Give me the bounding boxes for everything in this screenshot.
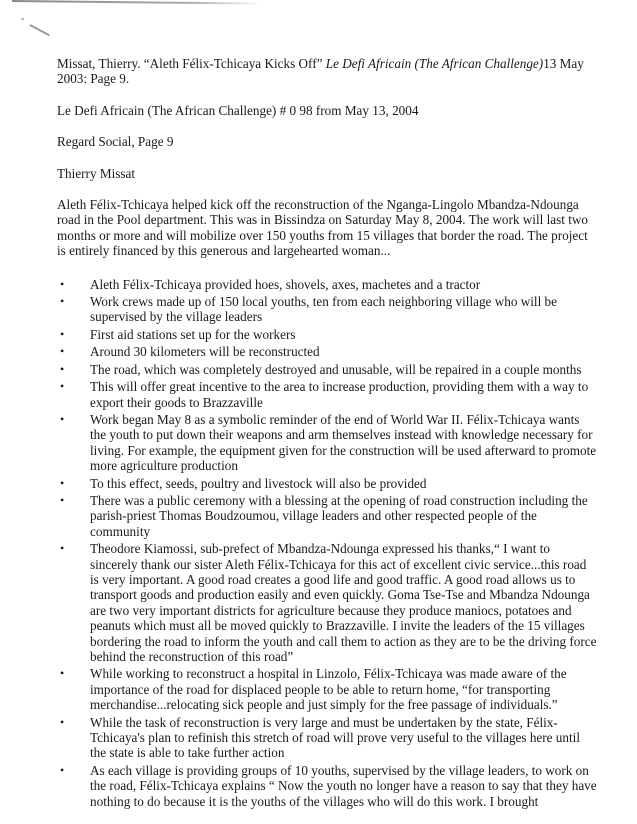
citation-prefix: Missat, Thierry. “Aleth Félix-Tchicaya Kicks Off”: [57, 56, 326, 71]
bullet-item: • Around 30 kilometers will be reconstructed: [72, 344, 597, 359]
bullet-item: • First aid stations set up for the workers: [72, 327, 597, 342]
section-line: Regard Social, Page 9: [57, 134, 174, 150]
scan-speck: [21, 18, 24, 20]
author-line: Thierry Missat: [57, 165, 136, 181]
bullet-list: [57, 277, 597, 809]
pen-mark: [30, 24, 50, 36]
bullet-item: • Work began May 8 as a symbolic reminder of the end of World War II. Félix-Tchicaya wants the youth to put down their weapons and arm themselves instead with knowledge necessary for living. For example, the equipment given for the construction will be used afterward to promote more agriculture production: [72, 412, 597, 474]
bullet-item: • The road, which was completely destroyed and unusable, will be repaired in a couple months: [72, 362, 597, 377]
bullet-item: • While working to reconstruct a hospital in Linzolo, Félix-Tchicaya was made aware of the importance of the road for displaced people to be able to return home, “for transporting merchandise...relocating sick people and just simply for the free passage of individuals.”: [72, 666, 597, 712]
scan-edge-line: [12, 0, 262, 5]
document-page: [57, 56, 597, 811]
bullet-item: • Theodore Kiamossi, sub-prefect of Mbandza-Ndounga expressed his thanks,“ I want to sincerely thank our sister Aleth Félix-Tchicaya for this act of excellent civic service...this road is very important. A good road creates a good life and good traffic. A good road allows us to transport goods and production easily and even quickly. Goma Tse-Tse and Mbandza Ndounga are two very important districts for agriculture because they produce maniocs, potatoes and peanuts which must all be moved quickly to Brazzaville. I invite the leaders of the 15 villages bordering the road to inform the youth and call them to action as they are to be the driving force behind the reconstruction of this road”: [72, 541, 597, 664]
bullet-item: • There was a public ceremony with a blessing at the opening of road construction including the parish-priest Thomas Boudzoumou, village leaders and other respected people of the community: [72, 493, 597, 539]
bullet-item: • To this effect, seeds, poultry and livestock will also be provided: [72, 476, 597, 491]
citation: [57, 56, 597, 87]
bullet-item: • This will offer great incentive to the area to increase production, providing them with a way to export their goods to Brazzaville: [72, 379, 597, 410]
intro-paragraph: Aleth Félix-Tchicaya helped kick off the reconstruction of the Nganga-Lingolo Mbandza-Ndounga road in the Pool department. This was in Bissindza on Saturday May 8, 2004. The work will last two months or more and will mobilize over 150 youths from 15 villages that border the road. The project is entirely financed by this generous and largehearted woman...: [57, 197, 588, 259]
bullet-item: • While the task of reconstruction is very large and must be undertaken by the state, Félix-Tchicaya's plan to refinish this stretch of road will prove very useful to the villages here until the state is able to take further action: [72, 715, 597, 761]
citation-publication: Le Defi Africain (The African Challenge): [325, 56, 544, 71]
bullet-item: • As each village is providing groups of 10 youths, supervised by the village leaders, to work on the road, Félix-Tchicaya explains “ Now the youth no longer have a reason to say that they have nothing to do because it is the youths of the villages who will do this work. I brought: [72, 763, 597, 809]
bullet-item: • Aleth Félix-Tchicaya provided hoes, shovels, axes, machetes and a tractor: [72, 277, 597, 292]
publication-line: Le Defi Africain (The African Challenge) # 0 98 from May 13, 2004: [57, 102, 419, 118]
bullet-item: • Work crews made up of 150 local youths, ten from each neighboring village who will be supervised by the village leaders: [72, 294, 597, 325]
citation-suffix: 13 May 2003: Page 9.: [57, 56, 584, 87]
